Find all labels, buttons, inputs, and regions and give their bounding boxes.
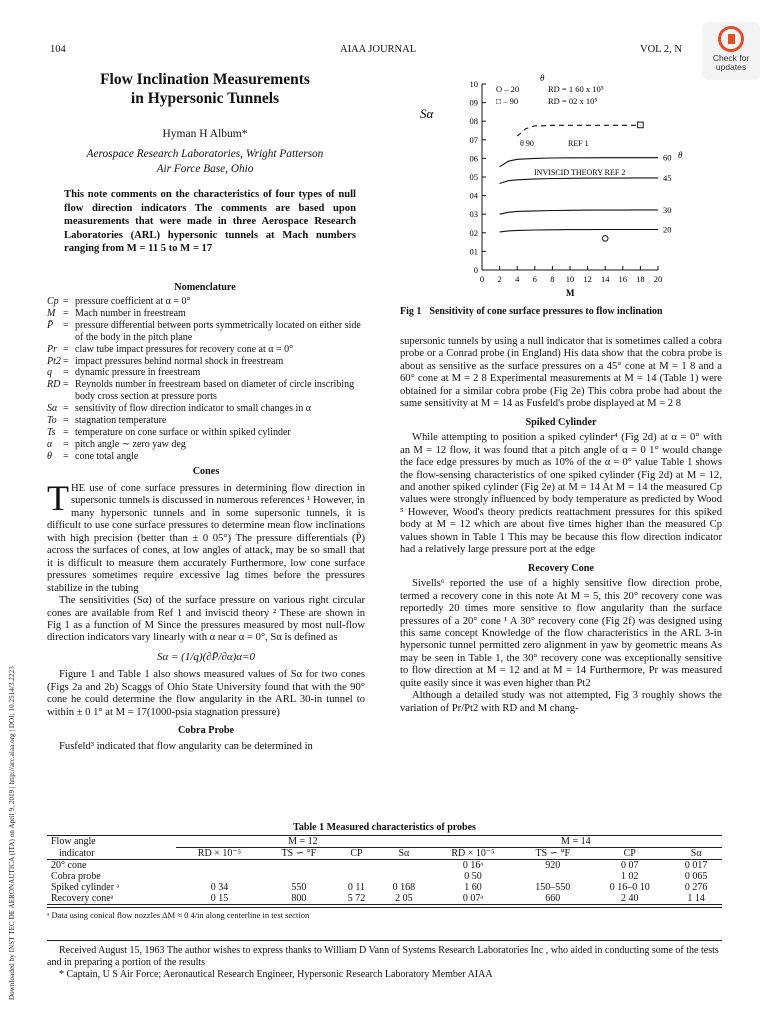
nomenclature-definition: claw tube impact pressures for recovery cone at α = 0° bbox=[75, 343, 294, 355]
data-point-circle bbox=[602, 236, 608, 242]
row-name: 20° cone bbox=[51, 860, 87, 871]
annotation-theta-90: θ 90 bbox=[520, 139, 534, 148]
series-label: 30 bbox=[663, 204, 672, 215]
chart-y-label: Sα bbox=[420, 106, 434, 121]
nomenclature-equals: = bbox=[63, 343, 69, 355]
series-line bbox=[500, 210, 658, 214]
affiliation bbox=[50, 147, 360, 177]
nomenclature-definition: sensitivity of flow direction indicator to small changes in α bbox=[75, 403, 312, 415]
nomenclature-item bbox=[47, 427, 367, 439]
sub-sa-12: Sα bbox=[398, 848, 410, 859]
nomenclature-equals: = bbox=[63, 426, 69, 438]
y-tick-label: 08 bbox=[469, 116, 478, 127]
nomenclature-definition: pitch angle ∼ zero yaw deg bbox=[75, 438, 186, 450]
x-tick-label: 0 bbox=[479, 274, 485, 284]
nomenclature-equals: = bbox=[63, 307, 69, 319]
nomenclature-symbol: RD bbox=[47, 379, 61, 391]
table-cell: 0 16–0 10 bbox=[609, 882, 650, 893]
nomenclature-item bbox=[47, 403, 367, 415]
spiked-paragraph: While attempting to position a spiked cylinder⁴ (Fig 2d) at α = 0° with an M = 12 flow, it was found that a pitch angle of α = 0 1° would change the face edge pressures by much as 10% of the α = 0° value Table 1 shows the flow-sensing characteristics of one spiked cylinder (Fig 2d) at M = 12, and another spiked cylinder (Fig 2e) at M = 14 At M = 14 the measured Cp values were strongly influenced by body temperature as predicted by Wood ⁵ However, Wood's theory predicts reattachment pressures for this spiked body at M = 12 which are about five times higher than the measured Cp values shown in Table 1 This may be because this flow direction indicator had a relatively large pressure port at the edge bbox=[400, 432, 722, 556]
sub-cp-12: CP bbox=[350, 848, 363, 859]
table-cell: 0 11 bbox=[347, 882, 366, 893]
x-tick-label: 12 bbox=[583, 274, 592, 284]
y-tick-label: 0 bbox=[473, 265, 478, 275]
table-cell: 0 065 bbox=[684, 871, 708, 882]
series-label: 60 bbox=[663, 152, 672, 163]
cones-paragraph-1-text: HE use of cone surface pressures in determining flow direction in supersonic tunnels is discussed in numerous references ¹ However, in many hypersonic tunnels and in some supersonic tunnels, it is difficult to use cone surface pressures to determine mean flow inclinations with high precision (better than ± 0 05°) The pressure differentials (P̄) across the surfaces of cones, at low angles of attack, may be so small that it is difficult to measure them accurately Furthermore, low cone surface pressures sometimes require excessive lag times before the pressures stabilize in the tubing bbox=[47, 483, 365, 594]
title-line-1: Flow Inclination Measurements bbox=[100, 71, 310, 88]
table-cell bbox=[263, 860, 335, 872]
nomenclature-equals: = bbox=[63, 450, 69, 462]
cones-heading: Cones bbox=[192, 466, 220, 477]
page-footnotes bbox=[47, 940, 722, 981]
badge-line1: Check for bbox=[712, 53, 750, 63]
recovery-paragraph-2: Although a detailed study was not attempted, Fig 3 roughly shows the variation of Pr/Pt2 with RD and M chang- bbox=[400, 690, 722, 714]
nomenclature-list bbox=[47, 296, 367, 463]
probes-table bbox=[47, 835, 722, 905]
nomenclature-symbol: Sα bbox=[47, 403, 58, 415]
table-body bbox=[47, 860, 722, 905]
y-tick-label: 10 bbox=[469, 79, 478, 89]
table-1-block bbox=[47, 822, 722, 920]
cones-paragraph-1 bbox=[47, 478, 365, 595]
nomenclature-symbol: To bbox=[47, 415, 57, 427]
x-tick-label: 4 bbox=[515, 274, 520, 284]
table-cell: 0 34 bbox=[210, 882, 229, 893]
x-tick-label: 16 bbox=[618, 274, 628, 284]
legend-item-circle: O – 20 bbox=[496, 84, 520, 94]
row-name: Spiked cylinder ᵃ bbox=[51, 882, 120, 893]
chart-marks bbox=[602, 122, 643, 241]
series-label: 20 bbox=[663, 224, 672, 235]
download-sidebar bbox=[8, 666, 20, 1008]
table-title: Table 1 Measured characteristics of probes bbox=[293, 822, 476, 833]
table-row bbox=[47, 893, 722, 905]
table-cell: 0 017 bbox=[684, 860, 708, 871]
nomenclature-definition: stagnation temperature bbox=[75, 415, 167, 427]
table-cell bbox=[378, 860, 430, 872]
data-point-square bbox=[638, 122, 644, 128]
table-cell: 5 72 bbox=[347, 893, 366, 904]
table-cell: 1 02 bbox=[621, 871, 639, 882]
nomenclature-symbol: Pr bbox=[47, 343, 57, 355]
affiliation-line-1: Aerospace Research Laboratories, Wright Patterson bbox=[86, 148, 324, 160]
nomenclature-definition: cone total angle bbox=[75, 450, 139, 462]
nomenclature-symbol: Pt2 bbox=[47, 355, 61, 367]
sub-cp-14: CP bbox=[623, 848, 636, 859]
group-m14: M = 14 bbox=[430, 836, 722, 848]
journal-name: AIAA JOURNAL bbox=[340, 44, 417, 55]
sub-rd-12: RD × 10⁻⁵ bbox=[197, 848, 242, 859]
x-tick-label: 8 bbox=[550, 274, 555, 284]
table-cell: 800 bbox=[291, 893, 307, 904]
series-line bbox=[500, 230, 658, 232]
col-flow-angle: Flow angle bbox=[51, 836, 96, 848]
table-cell: 2 05 bbox=[395, 893, 413, 904]
legend-title: θ bbox=[540, 73, 545, 83]
table-cell: 150–550 bbox=[535, 882, 571, 893]
author-name: Hyman H Album* bbox=[162, 128, 248, 140]
nomenclature-equals: = bbox=[63, 296, 69, 307]
row-name: Cobra probe bbox=[51, 871, 101, 882]
y-tick-label: 09 bbox=[469, 97, 478, 108]
cones-paragraph-3: Figure 1 and Table 1 also shows measured values of Sα for two cones (Figs 2a and 2b) Scaggs of Ohio State University found that with the 90° cone he could determine the flow angularity in the ARL 30-in tunnel to within ± 0 1° at M = 17(1000-psia stagnation pressure) bbox=[47, 669, 365, 718]
nomenclature-equals: = bbox=[63, 367, 69, 379]
table-row bbox=[47, 882, 722, 893]
col-indicator: indicator bbox=[59, 847, 95, 859]
table-cell: 0 168 bbox=[392, 882, 416, 893]
nomenclature-definition: temperature on cone surface or within spiked cylinder bbox=[75, 426, 291, 438]
table-cell: 550 bbox=[291, 882, 307, 893]
nomenclature-equals: = bbox=[63, 415, 69, 427]
figure-label: Fig 1 bbox=[400, 306, 422, 317]
nomenclature-equals: = bbox=[63, 438, 69, 450]
table-cell bbox=[516, 871, 589, 882]
table-cell: 0 16ᵃ bbox=[462, 860, 484, 871]
y-tick-label: 07 bbox=[469, 134, 478, 145]
page-number: 104 bbox=[50, 44, 66, 55]
nomenclature-symbol: θ bbox=[47, 450, 52, 462]
sensitivity-equation: Sα = (1/q)(∂P̄/∂α)α=0 bbox=[156, 650, 256, 663]
group-m12: M = 12 bbox=[176, 836, 430, 848]
chart-axes bbox=[470, 79, 663, 284]
volume-info: VOL 2, N bbox=[640, 44, 682, 55]
nomenclature-item bbox=[47, 344, 367, 356]
download-notice: Downloaded by INST TEC DE AERONAUTICA (ITA) on April 9, 2019 | http://arc.aiaa.org | DOI: 10.2514/3.2223 bbox=[8, 666, 16, 1000]
y-tick-label: 04 bbox=[469, 190, 478, 201]
chart-x-label: M bbox=[566, 288, 575, 298]
x-tick-label: 10 bbox=[565, 274, 575, 284]
sub-rd-14: RD × 10⁻⁵ bbox=[451, 848, 495, 859]
drop-cap: T bbox=[47, 478, 69, 518]
nomenclature-item bbox=[47, 308, 367, 320]
received-note: Received August 15, 1963 The author wishes to express thanks to William D Vann of Systems Research Laboratories Inc , who aided in conducting some of the tests and in preparing a portion of the results bbox=[47, 945, 719, 968]
nomenclature-definition: Mach number in freestream bbox=[75, 307, 186, 319]
recovery-heading: Recovery Cone bbox=[528, 562, 594, 574]
sub-ts-12: TS ∽ °F bbox=[281, 848, 317, 859]
table-cell: 1 60 bbox=[464, 882, 482, 893]
table-cell bbox=[378, 871, 430, 882]
figure-caption-text: Sensitivity of cone surface pressures to flow inclination bbox=[429, 306, 663, 317]
y-tick-label: 02 bbox=[469, 227, 478, 238]
nomenclature-symbol: α bbox=[47, 438, 53, 450]
x-tick-label: 14 bbox=[600, 274, 610, 284]
left-column bbox=[47, 466, 365, 753]
nomenclature-definition: pressure coefficient at α = 0° bbox=[75, 296, 191, 307]
abstract: This note comments on the characteristics of four types of null flow direction indicators The comments are based upon measurements that were made in three Aerospace Research Laboratories (ARL) hypersonic tunnels at Mach numbers ranging from M = 11 5 to M = 17 bbox=[64, 189, 356, 255]
table-cell bbox=[335, 860, 378, 872]
nomenclature-item bbox=[47, 296, 367, 308]
sub-sa-14: Sα bbox=[690, 848, 702, 859]
nomenclature-item bbox=[47, 439, 367, 451]
y-tick-label: 06 bbox=[469, 153, 478, 164]
table-footnote: ᵃ Data using conical flow nozzles ΔM ≈ 0 4/in along centerline in test section bbox=[47, 907, 722, 920]
nomenclature-equals: = bbox=[63, 379, 69, 391]
cobra-paragraph-2: supersonic tunnels by using a null indicator that is sometimes called a cobra probe or a Conrad probe (in England) His data show that the cobra probe is about as sensitive as the surface pressures on a 45° cone at M = 1 8 and a 60° cone at M = 2 8 Experimental measurements at M = 14 (Table 1) were obtained for a similar cobra probe (Fig 2e) This cobra probe had about the same sensitivity at M = 14 as Fusfeld's probe displayed at M = 2 8 bbox=[400, 336, 722, 410]
article-title bbox=[50, 70, 360, 108]
table-cell: 0 50 bbox=[464, 871, 482, 882]
nomenclature-item bbox=[47, 379, 367, 403]
cobra-heading: Cobra Probe bbox=[177, 725, 235, 737]
legend-item-square: □ – 90 bbox=[496, 96, 519, 106]
table-cell: 1 14 bbox=[687, 893, 705, 904]
nomenclature-definition: impact pressures behind normal shock in freestream bbox=[75, 355, 284, 367]
series-line bbox=[517, 125, 640, 136]
nomenclature-symbol: Ts bbox=[47, 426, 56, 438]
nomenclature-definition: dynamic pressure in freestream bbox=[75, 367, 201, 379]
nomenclature-item bbox=[47, 367, 367, 379]
legend-item-circle-note: RD = 1 60 x 10⁵ bbox=[548, 84, 604, 94]
author-note: * Captain, U S Air Force; Aeronautical Research Engineer, Hypersonic Research Laboratory Member AIAA bbox=[59, 969, 493, 980]
y-tick-label: 03 bbox=[469, 209, 478, 220]
y-tick-label: 01 bbox=[469, 246, 478, 257]
table-cell bbox=[176, 871, 263, 882]
table-cell: 0 276 bbox=[684, 882, 708, 893]
spiked-heading: Spiked Cylinder bbox=[525, 416, 597, 428]
row-name: Recovery coneᵃ bbox=[51, 893, 114, 904]
badge-line2: updates bbox=[715, 62, 747, 72]
series-label: 45 bbox=[663, 172, 672, 183]
table-cell bbox=[263, 871, 335, 882]
sub-ts-14: TS ∽ °F bbox=[535, 848, 571, 859]
legend-item-square-note: RD = 02 x 10⁵ bbox=[548, 96, 598, 106]
cobra-paragraph-1: Fusfeld³ indicated that flow angularity can be determined in bbox=[59, 740, 313, 752]
right-column bbox=[400, 336, 722, 715]
annotation-inviscid-theory: INVISCID THEORY REF 2 bbox=[534, 168, 626, 177]
figure-1-chart bbox=[420, 70, 720, 300]
table-cell: 660 bbox=[545, 893, 561, 904]
nomenclature-heading: Nomenclature bbox=[174, 282, 236, 293]
x-tick-label: 2 bbox=[497, 274, 502, 284]
annotation-ref-1: REF 1 bbox=[568, 139, 589, 148]
x-tick-label: 20 bbox=[653, 274, 663, 284]
x-tick-label: 18 bbox=[636, 274, 645, 284]
table-cell: 0 07ᵃ bbox=[462, 893, 484, 904]
nomenclature-item bbox=[47, 415, 367, 427]
nomenclature-item bbox=[47, 356, 367, 368]
nomenclature-symbol: P̄ bbox=[47, 319, 54, 331]
y-tick-label: 05 bbox=[469, 172, 478, 182]
table-cell bbox=[176, 860, 263, 872]
affiliation-line-2: Air Force Base, Ohio bbox=[156, 163, 254, 175]
cones-paragraph-2: The sensitivities (Sα) of the surface pressure on various right circular cones are available from Ref 1 and inviscid theory ² These are shown in Fig 1 as a function of M Since the pressures measured by most null-flow direction indicators vary linearly with α near α = 0°, Sα is defined as bbox=[47, 595, 365, 644]
series-line bbox=[500, 158, 658, 167]
annotation-theta: θ bbox=[678, 150, 683, 160]
nomenclature-item bbox=[47, 320, 367, 344]
nomenclature-definition: pressure differential between ports symmetrically located on either side of the body in the pitch plane bbox=[75, 319, 361, 343]
table-row bbox=[47, 860, 722, 872]
check-for-updates-icon bbox=[718, 26, 744, 52]
nomenclature-symbol: M bbox=[47, 307, 56, 319]
nomenclature-equals: = bbox=[63, 403, 69, 415]
figure-1-caption bbox=[400, 306, 724, 318]
nomenclature-equals: = bbox=[63, 319, 69, 331]
table-cell: 0 07 bbox=[621, 860, 639, 871]
table-cell: 0 15 bbox=[210, 893, 229, 904]
title-line-2: in Hypersonic Tunnels bbox=[130, 90, 280, 107]
table-cell: 920 bbox=[545, 860, 561, 871]
recovery-paragraph-1: Sivells⁶ reported the use of a highly sensitive flow direction probe, termed a recovery cone in this note At M = 5, this 20° recovery cone was reportedly 20 times more sensitive to flow angularity than the surface pressures of a 20° cone ¹ A 30° recovery cone (Fig 2f) was designed using this same concept Knowledge of the flow characteristics in the ARL 3-in hypersonic tunnel permitted zero alignment in yaw by geometric means As may be seen in Table 1, the 30° recovery cone was exceptionally sensitive to flow direction at M = 12 and at M = 14 Furthermore, Pr was measured quite easily since it was even higher than Pt2 bbox=[400, 578, 722, 689]
table-cell bbox=[335, 871, 378, 882]
series-line bbox=[500, 178, 658, 184]
table-cell: 2 40 bbox=[621, 893, 639, 904]
table-row bbox=[47, 871, 722, 882]
nomenclature-symbol: Cp bbox=[47, 296, 59, 307]
nomenclature-equals: = bbox=[63, 355, 69, 367]
x-tick-label: 6 bbox=[532, 274, 537, 284]
nomenclature-definition: Reynolds number in freestream based on diameter of circle inscribing body cross section at pressure ports bbox=[75, 379, 355, 403]
nomenclature-symbol: q bbox=[47, 367, 52, 379]
nomenclature-item bbox=[47, 451, 367, 463]
